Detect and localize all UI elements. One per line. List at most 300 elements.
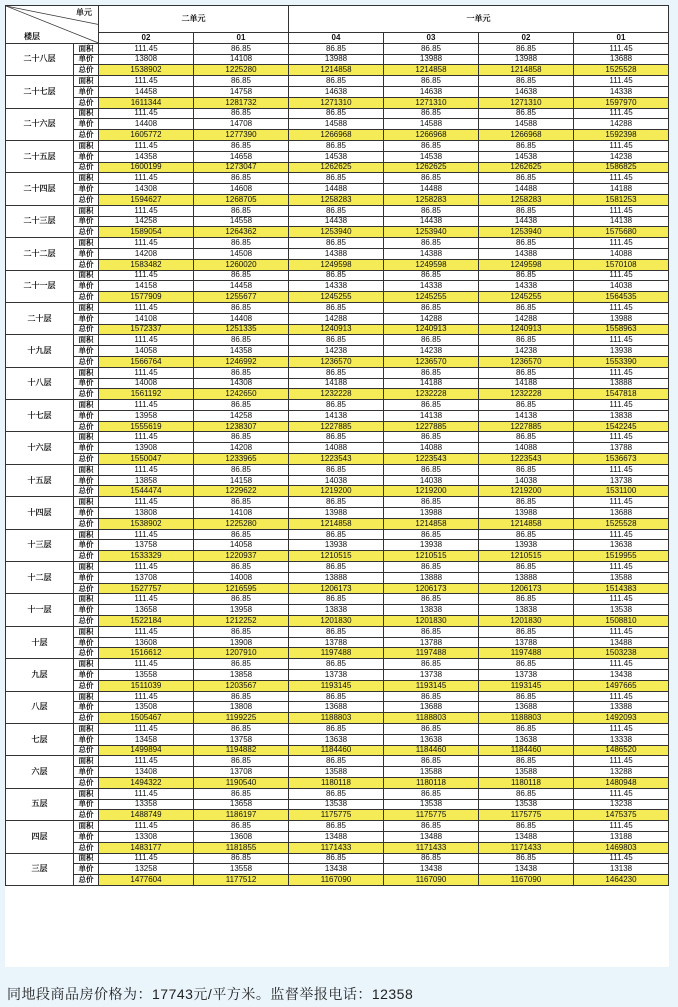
total-cell: 1210515 xyxy=(384,551,479,562)
floor-label: 二十二层 xyxy=(6,238,74,270)
area-cell: 86.85 xyxy=(194,659,289,670)
price-cell: 14488 xyxy=(479,184,574,195)
column-header: 02 xyxy=(479,33,574,44)
area-cell: 111.45 xyxy=(99,76,194,87)
total-cell: 1167090 xyxy=(289,875,384,886)
total-cell: 1240913 xyxy=(289,324,384,335)
price-cell: 13688 xyxy=(384,702,479,713)
total-cell: 1536673 xyxy=(574,454,669,465)
total-cell: 1477604 xyxy=(99,875,194,886)
price-cell: 14158 xyxy=(194,475,289,486)
area-cell: 86.85 xyxy=(289,691,384,702)
table-row xyxy=(6,216,669,227)
row-type-label: 单价 xyxy=(74,86,99,97)
area-cell: 111.45 xyxy=(574,853,669,864)
area-cell: 86.85 xyxy=(289,140,384,151)
total-cell: 1503238 xyxy=(574,648,669,659)
floor-label: 十六层 xyxy=(6,432,74,464)
area-cell: 111.45 xyxy=(574,335,669,346)
price-cell: 13308 xyxy=(99,831,194,842)
total-cell: 1266968 xyxy=(289,130,384,141)
table-row xyxy=(6,605,669,616)
total-cell: 1245255 xyxy=(289,292,384,303)
table-row xyxy=(6,238,669,249)
total-cell: 1558963 xyxy=(574,324,669,335)
total-cell: 1542245 xyxy=(574,421,669,432)
row-type-label: 面积 xyxy=(74,238,99,249)
area-cell: 86.85 xyxy=(479,756,574,767)
area-cell: 86.85 xyxy=(289,529,384,540)
row-type-label: 总价 xyxy=(74,842,99,853)
area-cell: 86.85 xyxy=(384,756,479,767)
total-cell: 1271310 xyxy=(384,97,479,108)
area-cell: 111.45 xyxy=(99,529,194,540)
total-cell: 1597970 xyxy=(574,97,669,108)
area-cell: 86.85 xyxy=(384,108,479,119)
price-cell: 13958 xyxy=(99,410,194,421)
row-type-label: 单价 xyxy=(74,637,99,648)
total-cell: 1181855 xyxy=(194,842,289,853)
price-cell: 14038 xyxy=(289,475,384,486)
total-cell: 1214858 xyxy=(289,518,384,529)
table-row xyxy=(6,540,669,551)
area-cell: 86.85 xyxy=(384,302,479,313)
price-cell: 13738 xyxy=(574,475,669,486)
floor-label: 二十一层 xyxy=(6,270,74,302)
area-cell: 86.85 xyxy=(289,788,384,799)
price-cell: 13538 xyxy=(574,605,669,616)
area-cell: 86.85 xyxy=(194,205,289,216)
price-cell: 14088 xyxy=(574,248,669,259)
price-cell: 13588 xyxy=(384,767,479,778)
area-cell: 111.45 xyxy=(99,367,194,378)
total-cell: 1236570 xyxy=(384,356,479,367)
total-cell: 1258283 xyxy=(289,194,384,205)
area-cell: 86.85 xyxy=(194,173,289,184)
table-row xyxy=(6,389,669,400)
area-cell: 86.85 xyxy=(384,43,479,54)
total-cell: 1240913 xyxy=(479,324,574,335)
row-type-label: 总价 xyxy=(74,194,99,205)
row-type-label: 面积 xyxy=(74,400,99,411)
area-cell: 86.85 xyxy=(384,205,479,216)
price-cell: 14438 xyxy=(289,216,384,227)
row-type-label: 单价 xyxy=(74,475,99,486)
unit1-header: 一单元 xyxy=(289,6,669,33)
area-cell: 111.45 xyxy=(99,724,194,735)
total-cell: 1253940 xyxy=(479,227,574,238)
table-row xyxy=(6,767,669,778)
table-row xyxy=(6,562,669,573)
table-row xyxy=(6,292,669,303)
area-cell: 111.45 xyxy=(99,788,194,799)
row-type-label: 总价 xyxy=(74,259,99,270)
total-cell: 1219200 xyxy=(479,486,574,497)
floor-label: 二十四层 xyxy=(6,173,74,205)
total-cell: 1214858 xyxy=(479,518,574,529)
row-type-label: 面积 xyxy=(74,529,99,540)
table-row xyxy=(6,259,669,270)
total-cell: 1193145 xyxy=(384,680,479,691)
row-type-label: 总价 xyxy=(74,356,99,367)
table-row xyxy=(6,313,669,324)
area-cell: 111.45 xyxy=(99,302,194,313)
total-cell: 1186197 xyxy=(194,810,289,821)
total-cell: 1480948 xyxy=(574,777,669,788)
table-row xyxy=(6,97,669,108)
price-cell: 14538 xyxy=(384,151,479,162)
area-cell: 86.85 xyxy=(479,302,574,313)
price-cell: 13808 xyxy=(194,702,289,713)
table-row xyxy=(6,432,669,443)
table-row xyxy=(6,486,669,497)
total-cell: 1268705 xyxy=(194,194,289,205)
price-cell: 13558 xyxy=(194,864,289,875)
price-cell: 14308 xyxy=(99,184,194,195)
price-cell: 13738 xyxy=(289,670,384,681)
price-cell: 13658 xyxy=(194,799,289,810)
price-cell: 13858 xyxy=(194,670,289,681)
area-cell: 86.85 xyxy=(194,335,289,346)
row-type-label: 面积 xyxy=(74,659,99,670)
row-type-label: 面积 xyxy=(74,205,99,216)
table-row xyxy=(6,335,669,346)
row-type-label: 总价 xyxy=(74,680,99,691)
row-type-label: 单价 xyxy=(74,864,99,875)
area-cell: 111.45 xyxy=(574,432,669,443)
price-cell: 14308 xyxy=(194,378,289,389)
row-type-label: 总价 xyxy=(74,130,99,141)
price-cell: 13588 xyxy=(574,572,669,583)
row-type-label: 总价 xyxy=(74,648,99,659)
row-type-label: 单价 xyxy=(74,184,99,195)
table-row xyxy=(6,443,669,454)
floor-label: 十七层 xyxy=(6,400,74,432)
area-cell: 111.45 xyxy=(574,270,669,281)
price-cell: 14388 xyxy=(479,248,574,259)
area-cell: 86.85 xyxy=(384,497,479,508)
total-cell: 1220937 xyxy=(194,551,289,562)
price-cell: 14338 xyxy=(479,281,574,292)
area-cell: 111.45 xyxy=(574,464,669,475)
area-cell: 86.85 xyxy=(384,724,479,735)
area-cell: 86.85 xyxy=(194,367,289,378)
price-cell: 14458 xyxy=(99,86,194,97)
area-cell: 111.45 xyxy=(99,691,194,702)
price-cell: 14388 xyxy=(289,248,384,259)
total-cell: 1203567 xyxy=(194,680,289,691)
total-cell: 1240913 xyxy=(384,324,479,335)
row-type-label: 总价 xyxy=(74,551,99,562)
area-cell: 86.85 xyxy=(289,594,384,605)
total-cell: 1180118 xyxy=(479,777,574,788)
total-cell: 1255677 xyxy=(194,292,289,303)
row-type-label: 总价 xyxy=(74,745,99,756)
area-cell: 111.45 xyxy=(574,140,669,151)
total-cell: 1188803 xyxy=(289,713,384,724)
total-cell: 1519955 xyxy=(574,551,669,562)
area-cell: 86.85 xyxy=(479,400,574,411)
row-type-label: 单价 xyxy=(74,119,99,130)
area-cell: 111.45 xyxy=(99,821,194,832)
total-cell: 1219200 xyxy=(384,486,479,497)
price-cell: 14488 xyxy=(289,184,384,195)
table-row xyxy=(6,788,669,799)
area-cell: 86.85 xyxy=(194,108,289,119)
table-row xyxy=(6,108,669,119)
table-row xyxy=(6,670,669,681)
table-row xyxy=(6,464,669,475)
total-cell: 1492093 xyxy=(574,713,669,724)
area-cell: 111.45 xyxy=(574,724,669,735)
total-cell: 1547818 xyxy=(574,389,669,400)
area-cell: 111.45 xyxy=(574,43,669,54)
area-cell: 86.85 xyxy=(194,821,289,832)
floor-label: 二十七层 xyxy=(6,76,74,108)
row-type-label: 面积 xyxy=(74,302,99,313)
table-row xyxy=(6,853,669,864)
total-cell: 1232228 xyxy=(384,389,479,400)
row-type-label: 面积 xyxy=(74,173,99,184)
total-cell: 1531100 xyxy=(574,486,669,497)
total-cell: 1505467 xyxy=(99,713,194,724)
area-cell: 86.85 xyxy=(479,529,574,540)
table-row xyxy=(6,421,669,432)
row-type-label: 单价 xyxy=(74,799,99,810)
price-cell: 14338 xyxy=(289,281,384,292)
row-type-label: 单价 xyxy=(74,605,99,616)
price-cell: 14138 xyxy=(384,410,479,421)
table-row xyxy=(6,346,669,357)
table-row xyxy=(6,86,669,97)
total-cell: 1188803 xyxy=(384,713,479,724)
area-cell: 86.85 xyxy=(479,626,574,637)
floor-label: 十一层 xyxy=(6,594,74,626)
price-cell: 14058 xyxy=(99,346,194,357)
price-cell: 14288 xyxy=(479,313,574,324)
price-cell: 14638 xyxy=(479,86,574,97)
row-type-label: 总价 xyxy=(74,875,99,886)
table-corner xyxy=(6,6,99,44)
total-cell: 1249598 xyxy=(479,259,574,270)
total-cell: 1236570 xyxy=(479,356,574,367)
total-cell: 1262625 xyxy=(479,162,574,173)
area-cell: 86.85 xyxy=(479,140,574,151)
area-cell: 111.45 xyxy=(99,756,194,767)
area-cell: 86.85 xyxy=(194,724,289,735)
total-cell: 1188803 xyxy=(479,713,574,724)
area-cell: 86.85 xyxy=(194,302,289,313)
price-cell: 14288 xyxy=(384,313,479,324)
price-cell: 13558 xyxy=(99,670,194,681)
price-cell: 13638 xyxy=(384,734,479,745)
price-cell: 13988 xyxy=(384,54,479,65)
price-cell: 13758 xyxy=(194,734,289,745)
table-row xyxy=(6,713,669,724)
price-cell: 14188 xyxy=(384,378,479,389)
total-cell: 1201830 xyxy=(384,616,479,627)
floor-label: 三层 xyxy=(6,853,74,885)
row-type-label: 总价 xyxy=(74,713,99,724)
table-row xyxy=(6,367,669,378)
area-cell: 86.85 xyxy=(384,335,479,346)
area-cell: 111.45 xyxy=(99,497,194,508)
area-cell: 86.85 xyxy=(289,108,384,119)
area-cell: 111.45 xyxy=(99,140,194,151)
price-cell: 14138 xyxy=(289,410,384,421)
row-type-label: 面积 xyxy=(74,43,99,54)
total-cell: 1206173 xyxy=(289,583,384,594)
table-row xyxy=(6,162,669,173)
corner-floor-label: 楼层 xyxy=(24,31,40,41)
table-row xyxy=(6,875,669,886)
total-cell: 1223543 xyxy=(289,454,384,465)
total-cell: 1175775 xyxy=(479,810,574,821)
table-row xyxy=(6,227,669,238)
table-row xyxy=(6,130,669,141)
table-body xyxy=(6,43,669,885)
area-cell: 111.45 xyxy=(99,562,194,573)
price-cell: 13988 xyxy=(384,508,479,519)
row-type-label: 单价 xyxy=(74,313,99,324)
area-cell: 86.85 xyxy=(289,335,384,346)
row-type-label: 面积 xyxy=(74,270,99,281)
price-cell: 13538 xyxy=(479,799,574,810)
area-cell: 86.85 xyxy=(289,302,384,313)
area-cell: 86.85 xyxy=(384,464,479,475)
price-cell: 13588 xyxy=(289,767,384,778)
header-row-columns xyxy=(6,33,669,44)
total-cell: 1212252 xyxy=(194,616,289,627)
area-cell: 86.85 xyxy=(194,626,289,637)
row-type-label: 总价 xyxy=(74,421,99,432)
price-cell: 13388 xyxy=(574,702,669,713)
area-cell: 111.45 xyxy=(574,108,669,119)
total-cell: 1605772 xyxy=(99,130,194,141)
area-cell: 86.85 xyxy=(384,76,479,87)
table-row xyxy=(6,76,669,87)
price-cell: 14088 xyxy=(384,443,479,454)
table-row xyxy=(6,637,669,648)
row-type-label: 总价 xyxy=(74,324,99,335)
area-cell: 111.45 xyxy=(99,659,194,670)
total-cell: 1171433 xyxy=(384,842,479,853)
table-row xyxy=(6,626,669,637)
row-type-label: 单价 xyxy=(74,767,99,778)
price-cell: 14258 xyxy=(99,216,194,227)
floor-label: 八层 xyxy=(6,691,74,723)
price-cell: 14588 xyxy=(479,119,574,130)
price-cell: 14058 xyxy=(194,540,289,551)
total-cell: 1214858 xyxy=(479,65,574,76)
area-cell: 111.45 xyxy=(574,400,669,411)
area-cell: 86.85 xyxy=(479,659,574,670)
table-row xyxy=(6,508,669,519)
row-type-label: 面积 xyxy=(74,367,99,378)
total-cell: 1464230 xyxy=(574,875,669,886)
row-type-label: 面积 xyxy=(74,432,99,443)
table-row xyxy=(6,173,669,184)
total-cell: 1167090 xyxy=(479,875,574,886)
corner-unit-label: 单元 xyxy=(76,8,92,17)
total-cell: 1184460 xyxy=(384,745,479,756)
table-row xyxy=(6,821,669,832)
table-row xyxy=(6,140,669,151)
total-cell: 1197488 xyxy=(384,648,479,659)
price-cell: 14538 xyxy=(289,151,384,162)
price-cell: 14038 xyxy=(574,281,669,292)
price-cell: 13838 xyxy=(479,605,574,616)
row-type-label: 总价 xyxy=(74,777,99,788)
total-cell: 1264362 xyxy=(194,227,289,238)
price-cell: 13858 xyxy=(99,475,194,486)
price-cell: 13588 xyxy=(479,767,574,778)
area-cell: 111.45 xyxy=(574,626,669,637)
area-cell: 111.45 xyxy=(574,529,669,540)
price-cell: 13888 xyxy=(384,572,479,583)
area-cell: 111.45 xyxy=(574,821,669,832)
total-cell: 1180118 xyxy=(289,777,384,788)
total-cell: 1508810 xyxy=(574,616,669,627)
floor-label: 十四层 xyxy=(6,497,74,529)
column-header: 04 xyxy=(289,33,384,44)
area-cell: 86.85 xyxy=(479,205,574,216)
table-row xyxy=(6,745,669,756)
price-cell: 14238 xyxy=(384,346,479,357)
table-row xyxy=(6,680,669,691)
price-cell: 14208 xyxy=(99,248,194,259)
price-cell: 13138 xyxy=(574,864,669,875)
table-row xyxy=(6,734,669,745)
price-cell: 14588 xyxy=(384,119,479,130)
total-cell: 1586825 xyxy=(574,162,669,173)
area-cell: 86.85 xyxy=(384,400,479,411)
floor-label: 十五层 xyxy=(6,464,74,496)
row-type-label: 单价 xyxy=(74,216,99,227)
area-cell: 111.45 xyxy=(574,562,669,573)
price-cell: 14138 xyxy=(479,410,574,421)
row-type-label: 单价 xyxy=(74,281,99,292)
area-cell: 86.85 xyxy=(479,173,574,184)
price-cell: 13708 xyxy=(99,572,194,583)
floor-label: 四层 xyxy=(6,821,74,853)
total-cell: 1277390 xyxy=(194,130,289,141)
area-cell: 86.85 xyxy=(289,173,384,184)
table-row xyxy=(6,205,669,216)
total-cell: 1227885 xyxy=(384,421,479,432)
total-cell: 1581253 xyxy=(574,194,669,205)
row-type-label: 单价 xyxy=(74,670,99,681)
price-cell: 14558 xyxy=(194,216,289,227)
total-cell: 1488749 xyxy=(99,810,194,821)
total-cell: 1219200 xyxy=(289,486,384,497)
table-row xyxy=(6,281,669,292)
row-type-label: 总价 xyxy=(74,292,99,303)
price-cell: 13738 xyxy=(384,670,479,681)
price-cell: 14108 xyxy=(99,313,194,324)
price-cell: 13808 xyxy=(99,54,194,65)
price-cell: 13358 xyxy=(99,799,194,810)
area-cell: 86.85 xyxy=(289,464,384,475)
price-cell: 14588 xyxy=(289,119,384,130)
price-cell: 13938 xyxy=(289,540,384,551)
column-header: 03 xyxy=(384,33,479,44)
area-cell: 111.45 xyxy=(574,594,669,605)
total-cell: 1214858 xyxy=(384,518,479,529)
table-row xyxy=(6,799,669,810)
total-cell: 1525528 xyxy=(574,65,669,76)
row-type-label: 单价 xyxy=(74,346,99,357)
